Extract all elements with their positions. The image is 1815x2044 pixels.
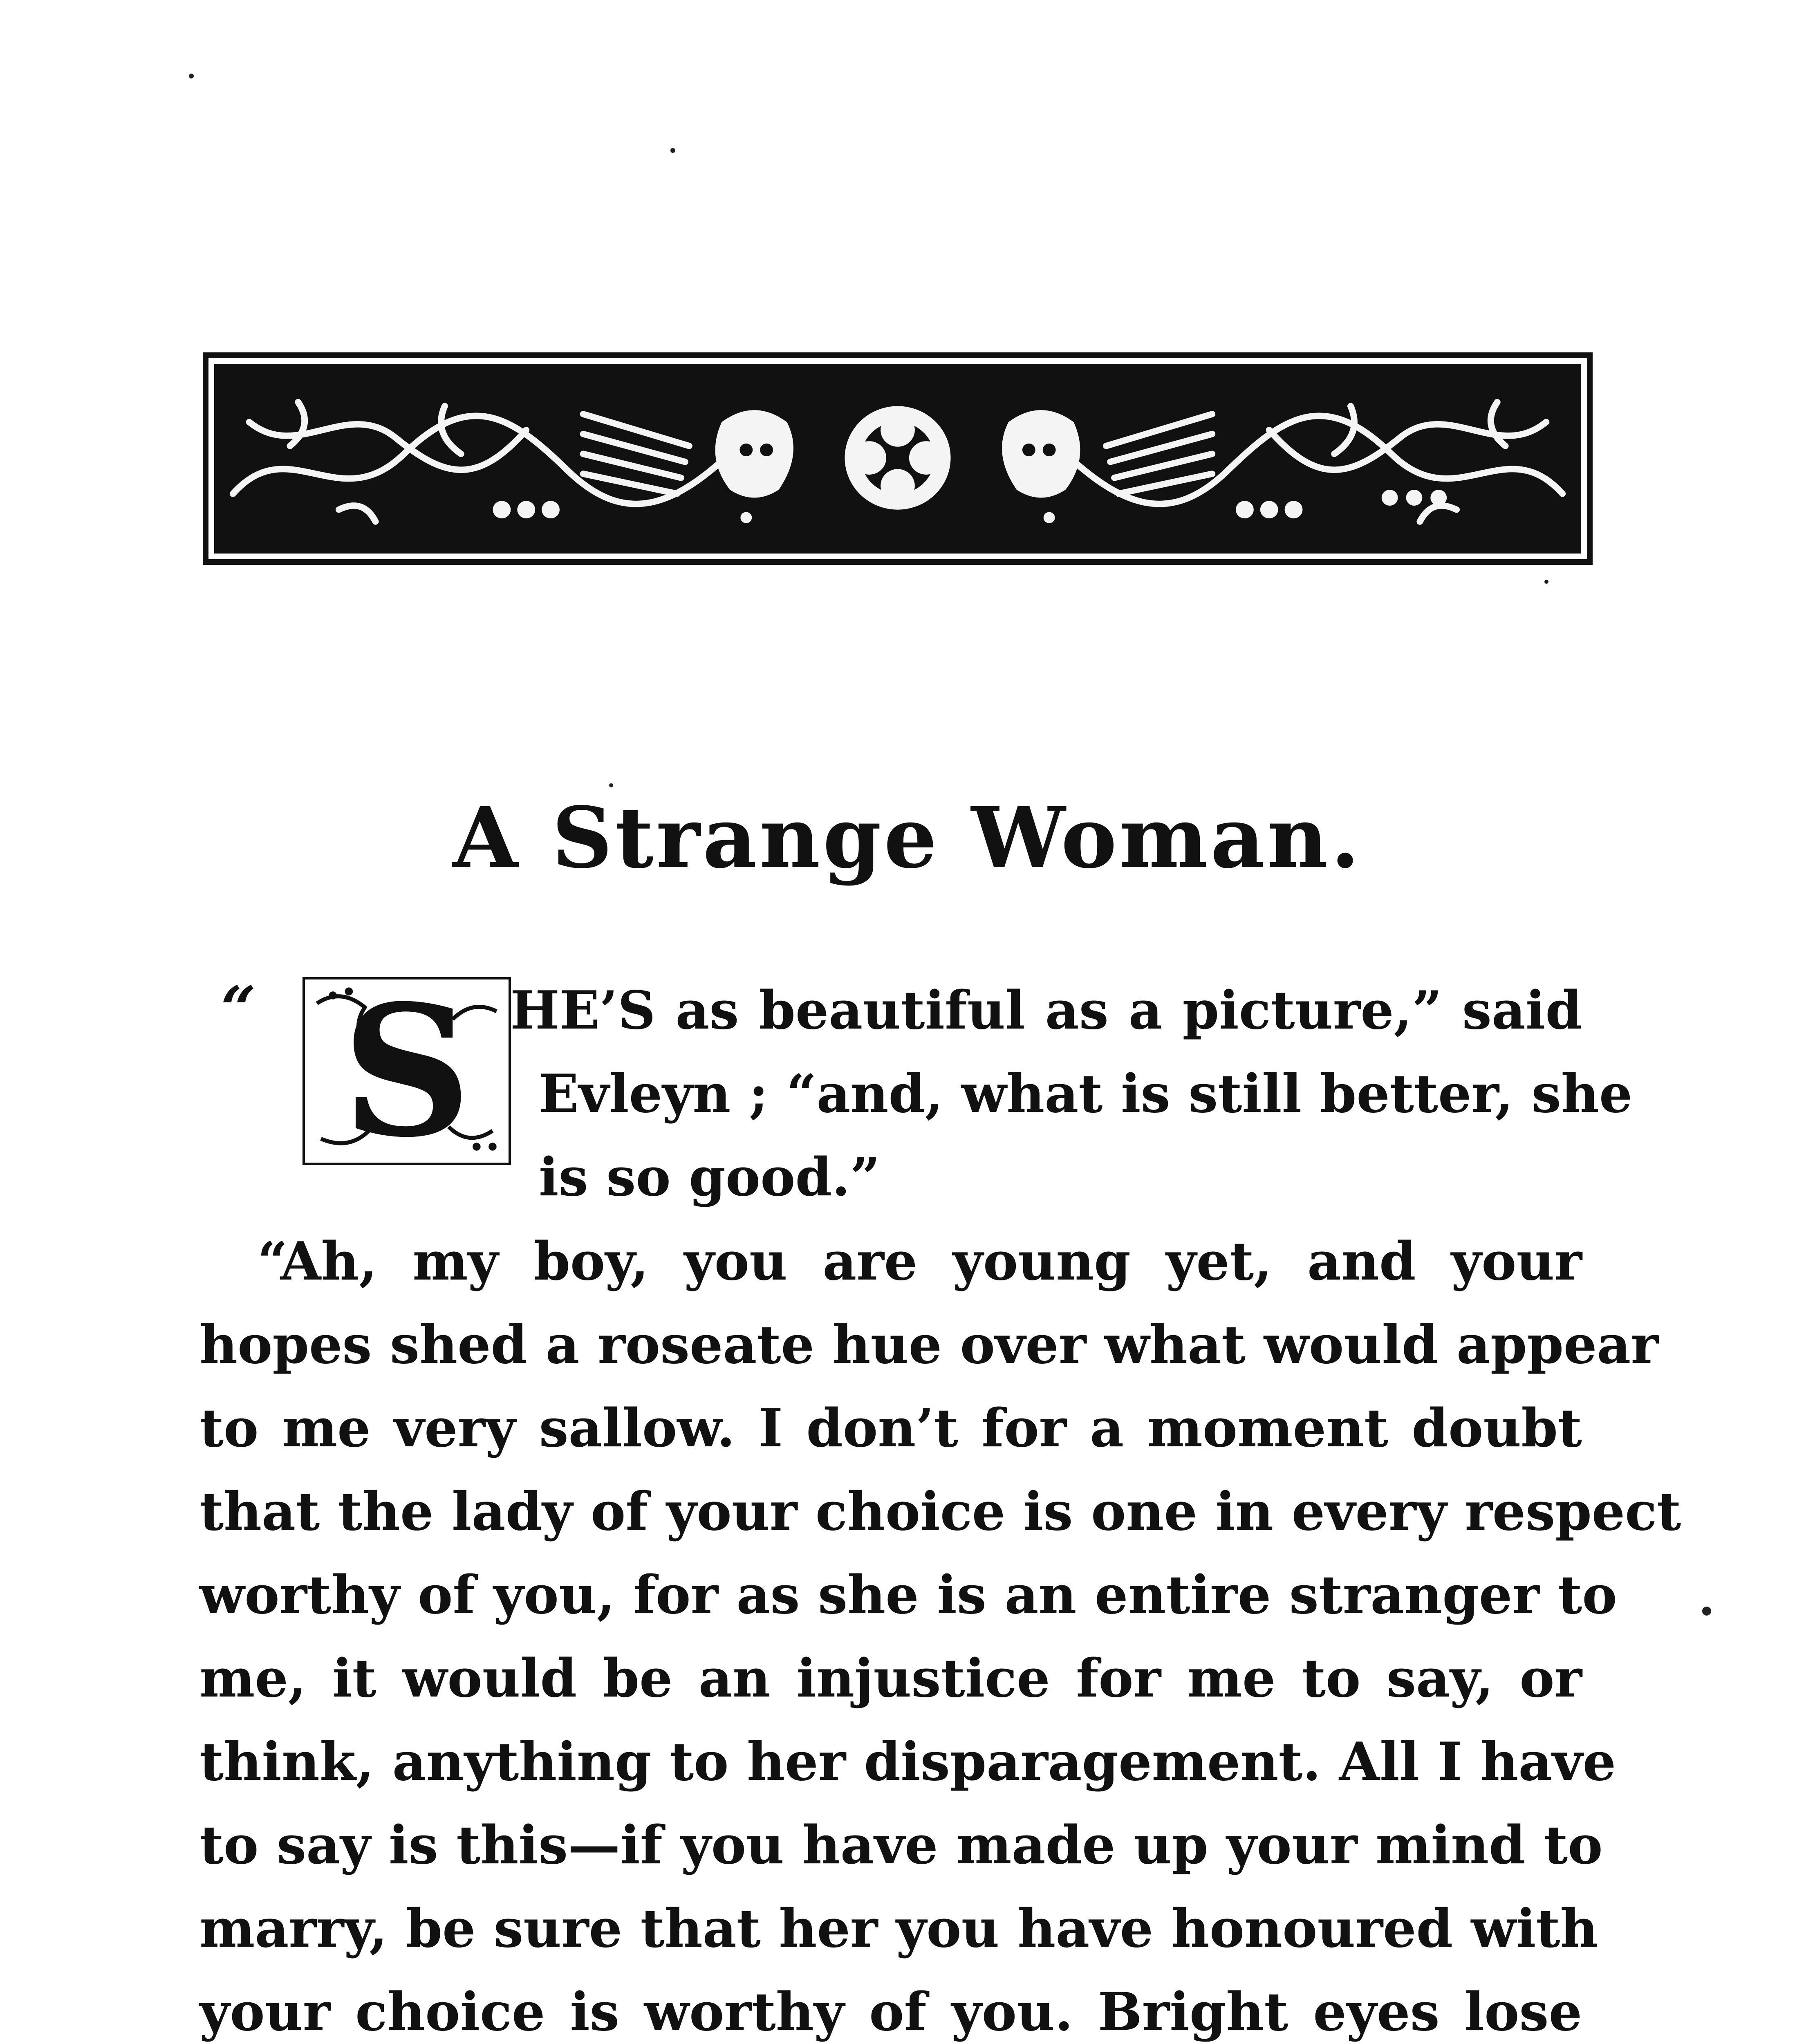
speck [1544, 580, 1548, 584]
body-line: that the lady of your choice is one in every respect [199, 1481, 1681, 1542]
body-line: to me very sallow. I don’t for a moment doubt [199, 1398, 1582, 1459]
chapter-title: A Strange Woman. [453, 789, 1362, 887]
body-line: hopes shed a roseate hue over what would appear [199, 1314, 1658, 1376]
speck [189, 74, 194, 78]
body-line: to say is this—if you have made up your mind to [199, 1815, 1603, 1876]
ornamental-headpiece [203, 352, 1593, 565]
body-line: “Ah, my boy, you are young yet, and your [258, 1231, 1582, 1292]
body-line: marry, be sure that her you have honoured with [199, 1898, 1598, 1959]
headpiece-band [214, 364, 1581, 554]
opening-quote-mark: “ [221, 973, 256, 1045]
body-line: worthy of you, for as she is an entire stranger to [199, 1564, 1617, 1626]
speck [1702, 1607, 1711, 1616]
drop-cap-letter: S [342, 966, 472, 1177]
foliage-ornament-icon [217, 366, 1579, 551]
speck [670, 148, 675, 153]
drop-cap [302, 966, 511, 1177]
body-line: your choice is worthy of you. Bright eyes lose [199, 1981, 1582, 2043]
body-line: think, anything to her disparagement. All I have [199, 1731, 1616, 1793]
opening-line: Evleyn ; “and, what is still better, she [539, 1063, 1633, 1125]
opening-line: is so good.” [539, 1147, 881, 1208]
speck [609, 783, 613, 787]
body-line: me, it would be an injustice for me to say, or [199, 1648, 1582, 1709]
opening-line: HE’S as beautiful as a picture,” said [510, 980, 1582, 1041]
